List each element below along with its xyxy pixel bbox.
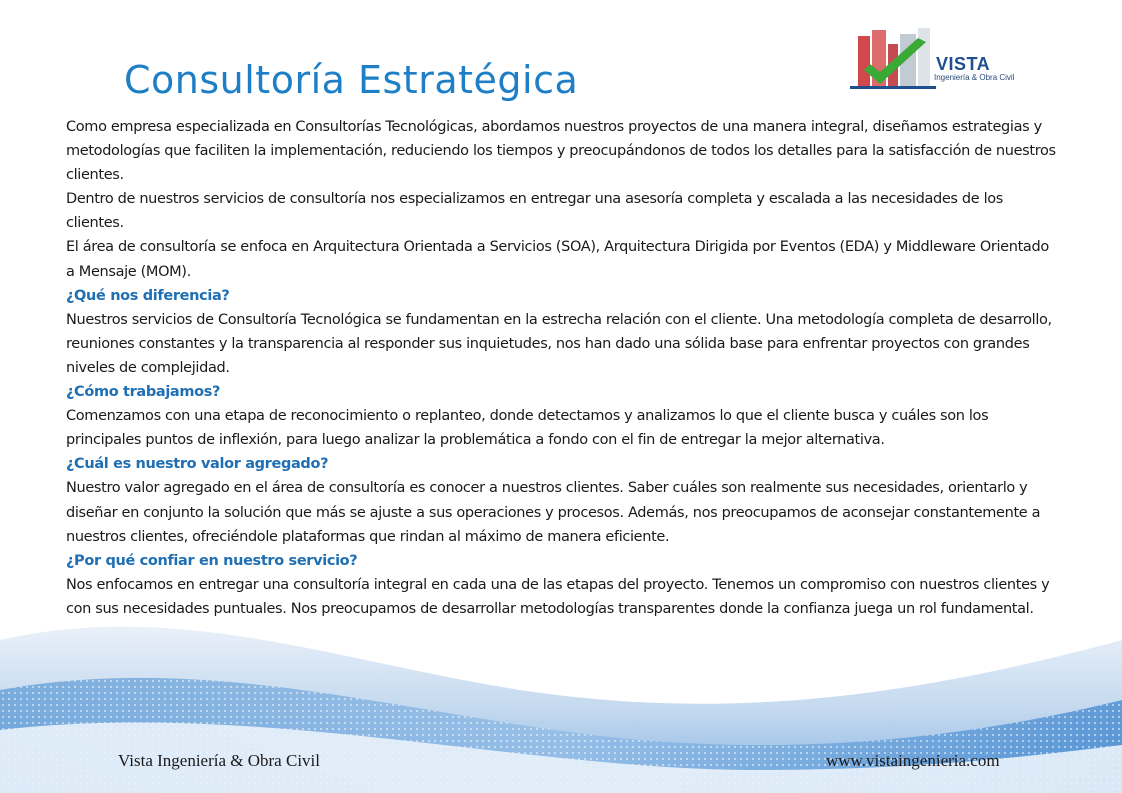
paragraph-areas: El área de consultoría se enfoca en Arquitectura Orientada a Servicios (SOA), Arquitectura Dirigida por Eventos (EDA) y Middleware Orientado a Mensaje (MOM). — [66, 239, 1049, 280]
footer-company: Vista Ingeniería & Obra Civil — [118, 751, 320, 770]
question-difference: ¿Qué nos diferencia? — [66, 287, 230, 304]
body-text — [66, 115, 1056, 621]
paragraph-how-we-work: Comenzamos con una etapa de reconocimiento o replanteo, donde detectamos y analizamos lo que el cliente busca y cuáles son los principales puntos de inflexión, para luego analizar la problemática a fondo con el fin de entregar la mejor alternativa. — [66, 408, 989, 449]
question-how-we-work: ¿Cómo trabajamos? — [66, 384, 221, 401]
paragraph-difference: Nuestros servicios de Consultoría Tecnológica se fundamentan en la estrecha relación con el cliente. Una metodología completa de desarrollo, reuniones constantes y la transparencia al responder sus inquietudes, nos han dado una sólida base para enfrentar proyectos con grandes niveles de complejidad. — [66, 311, 1052, 376]
logo-subtitle: Ingeniería & Obra Civil — [934, 73, 1015, 82]
paragraph-added-value: Nuestro valor agregado en el área de consultoría es conocer a nuestros clientes. Saber cuáles son realmente sus necesidades, orientarlo y diseñar en conjunto la solución que más se ajuste a sus operaciones y procesos. Además, nos preocupamos de aconsejar constantemente a nuestros clientes, ofreciéndole plataformas que rindan al máximo de manera eficiente. — [66, 480, 1041, 545]
company-logo — [850, 26, 1020, 92]
paragraph-why-trust: Nos enfocamos en entregar una consultoría integral en cada una de las etapas del proyecto. Tenemos un compromiso con nuestros clientes y con sus necesidades puntuales. Nos preocupamos de desarrollar metodologías transparentes donde la confianza juega un rol fundamental. — [66, 576, 1050, 617]
paragraph-services: Dentro de nuestros servicios de consultoría nos especializamos en entregar una asesoría completa y escalada a las necesidades de los clientes. — [66, 191, 1003, 232]
page-title: Consultoría Estratégica — [124, 58, 579, 102]
paragraph-intro: Como empresa especializada en Consultorías Tecnológicas, abordamos nuestros proyectos de una manera integral, diseñamos estrategias y metodologías que faciliten la implementación, reduciendo los tiempos y preocupándonos de todos los detalles para la satisfacción de nuestros clientes. — [66, 119, 1056, 184]
footer-website[interactable]: www.vistaingenieria.com — [826, 751, 1000, 770]
logo-name: VISTA — [936, 54, 991, 74]
logo-building-icon — [850, 26, 940, 92]
question-why-trust: ¿Por qué confiar en nuestro servicio? — [66, 552, 358, 569]
question-added-value: ¿Cuál es nuestro valor agregado? — [66, 456, 329, 473]
